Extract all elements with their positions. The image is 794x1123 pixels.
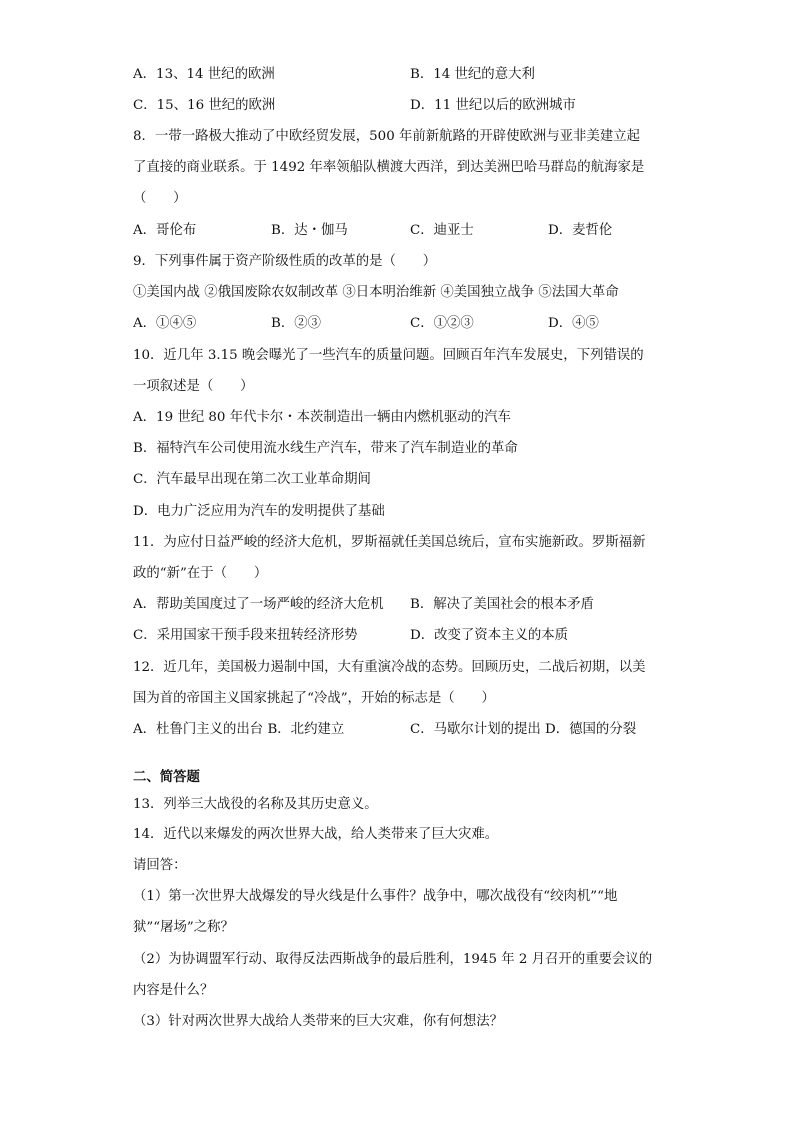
q10-stem-line-2: 一项叙述是（ ） xyxy=(133,379,254,394)
q8-stem-line-2: 了直接的商业联系。于 1492 年率领船队横渡大西洋，到达美洲巴哈马群岛的航海家是 xyxy=(133,160,645,175)
q9-option-c: C．①②③ xyxy=(410,316,474,331)
q13-stem: 13．列举三大战役的名称及其历史意义。 xyxy=(133,797,378,812)
q14-part2-line-2: 内容是什么？ xyxy=(133,983,214,998)
q14-stem: 14．近代以来爆发的两次世界大战，给人类带来了巨大灾难。 xyxy=(133,827,499,842)
q11-option-d: D．改变了资本主义的本质 xyxy=(410,628,569,643)
q9-option-d: D．④⑤ xyxy=(548,316,599,331)
q12-options-ab: A．杜鲁门主义的出台 B．北约建立 xyxy=(133,722,345,737)
q10-stem-line-1: 10．近几年 3.15 晚会曝光了一些汽车的质量问题。回顾百年汽车发展史，下列错误的 xyxy=(133,348,644,363)
q12-options-cd: C．马歇尔计划的提出 D．德国的分裂 xyxy=(410,722,637,737)
q10-option-d: D．电力广泛应用为汽车的发明提供了基础 xyxy=(133,504,385,519)
q8-option-b: B．达・伽马 xyxy=(271,223,348,238)
q8-stem-line-1: 8．一带一路极大推动了中欧经贸发展，500 年前新航路的开辟使欧洲与亚非美建立起 xyxy=(133,129,641,144)
q9-option-a: A．①④⑤ xyxy=(133,316,197,331)
q8-option-d: D．麦哲伦 xyxy=(548,223,613,238)
q11-stem-line-1: 11．为应付日益严峻的经济大危机，罗斯福就任美国总统后，宣布实施新政。罗斯福新 xyxy=(133,535,646,550)
q8-option-a: A．哥伦布 xyxy=(133,223,197,238)
q14-part1-line-1: （1）第一次世界大战爆发的导火线是什么事件？战争中，哪次战役有“绞肉机”“地 xyxy=(133,889,618,904)
q12-stem-line-2: 国为首的帝国主义国家挑起了“冷战”，开始的标志是（ ） xyxy=(133,691,495,706)
q7-option-c: C．15、16 世纪的欧洲 xyxy=(133,98,276,113)
q14-prompt: 请回答： xyxy=(133,858,187,873)
q11-option-b: B．解决了美国社会的根本矛盾 xyxy=(410,597,594,612)
q9-items: ①美国内战 ②俄国废除农奴制改革 ③日本明治维新 ④美国独立战争 ⑤法国大革命 xyxy=(133,285,619,300)
q12-stem-line-1: 12．近几年，美国极力遏制中国，大有重演冷战的态势。回顾历史，二战后初期，以美 xyxy=(133,660,646,675)
q11-option-c: C．采用国家干预手段来扭转经济形势 xyxy=(133,628,358,643)
q7-option-a: A．13、14 世纪的欧洲 xyxy=(133,67,275,82)
q10-option-a: A．19 世纪 80 年代卡尔・本茨制造出一辆由内燃机驱动的汽车 xyxy=(133,410,511,425)
q7-option-b: B．14 世纪的意大利 xyxy=(410,67,535,82)
q14-part2-line-1: （2）为协调盟军行动、取得反法西斯战争的最后胜利，1945 年 2 月召开的重要会议的 xyxy=(133,952,653,967)
q14-part1-line-2: 狱”“屠场”之称？ xyxy=(133,920,234,935)
q11-option-a: A．帮助美国度过了一场严峻的经济大危机 xyxy=(133,597,384,612)
q7-option-d: D．11 世纪以后的欧洲城市 xyxy=(410,98,576,113)
q8-stem-line-3: （ ） xyxy=(133,191,187,206)
q10-option-c: C．汽车最早出现在第二次工业革命期间 xyxy=(133,472,371,487)
q9-stem: 9．下列事件属于资产阶级性质的改革的是（ ） xyxy=(133,254,437,269)
section-title-short-answer: 二、简答题 xyxy=(133,769,200,785)
q14-part3: （3）针对两次世界大战给人类带来的巨大灾难，你有何想法？ xyxy=(133,1014,504,1029)
q8-option-c: C．迪亚士 xyxy=(410,223,474,238)
q11-stem-line-2: 政的“新”在于（ ） xyxy=(133,566,268,581)
q10-option-b: B．福特汽车公司使用流水线生产汽车，带来了汽车制造业的革命 xyxy=(133,441,518,456)
q9-option-b: B．②③ xyxy=(271,316,322,331)
